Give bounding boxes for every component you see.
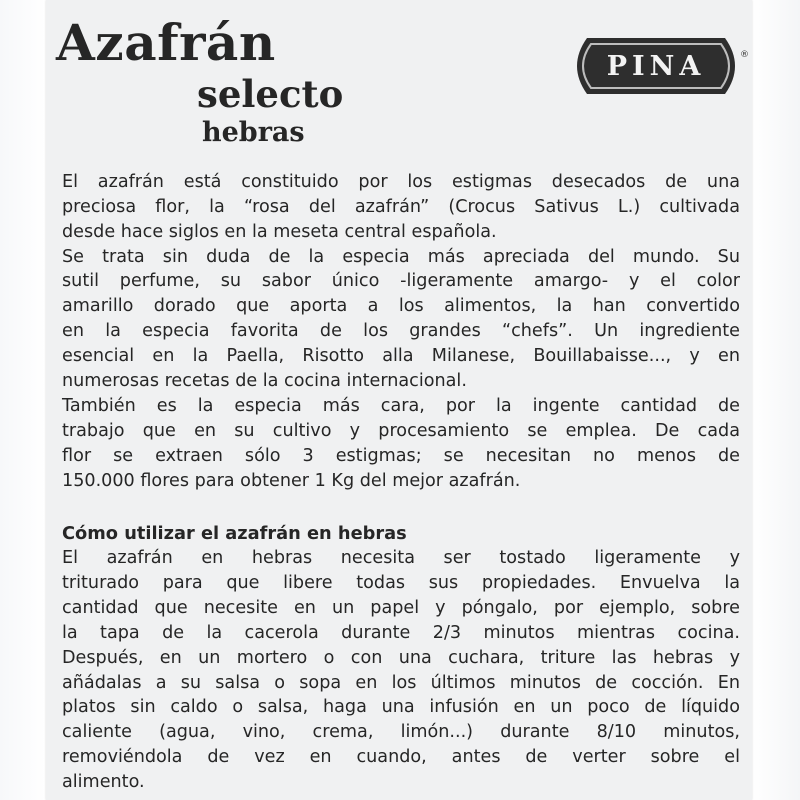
description-paragraph-2 bbox=[62, 245, 740, 394]
text-line: platos sin caldo o salsa, haga una infusión en un poco de líquido bbox=[62, 697, 740, 718]
text-line: amarillo dorado que aporta a los alimentos, la han convertido bbox=[62, 296, 740, 317]
text-line: sutil perfume, su sabor único -ligeramente amargo- y el color bbox=[62, 271, 740, 292]
text-line: preciosa flor, la “rosa del azafrán” (Crocus Sativus L.) cultivada bbox=[62, 196, 740, 217]
brand-logo bbox=[567, 34, 751, 98]
text-line: caliente (agua, vino, crema, limón...) durante 8/10 minutos, bbox=[62, 722, 740, 743]
background-right bbox=[752, 0, 800, 800]
product-title: Azafrán bbox=[56, 13, 276, 72]
text-line: desde hace siglos en la meseta central española. bbox=[62, 221, 497, 242]
background-left bbox=[0, 0, 46, 800]
text-line: Se trata sin duda de la especia más apreciada del mundo. Su bbox=[62, 246, 740, 267]
text-line: trabajo que en su cultivo y procesamiento se emplea. De cada bbox=[62, 420, 740, 441]
text-line: triturado para que libere todas sus propiedades. Envuelva la bbox=[62, 572, 740, 593]
text-line: alimento. bbox=[62, 772, 145, 793]
text-line: removiéndola de vez en cuando, antes de verter sobre el bbox=[62, 747, 740, 768]
description-paragraph-3 bbox=[62, 394, 740, 494]
text-line: El azafrán está constituido por los estigmas desecados de una bbox=[62, 172, 740, 192]
product-variant: hebras bbox=[202, 117, 305, 148]
text-line: numerosas recetas de la cocina internacional. bbox=[62, 371, 467, 392]
text-line: en la especia favorita de los grandes “chefs”. Un ingrediente bbox=[62, 321, 740, 342]
description-paragraph-1 bbox=[62, 170, 740, 245]
text-line: 150.000 flores para obtener 1 Kg del mejor azafrán. bbox=[62, 470, 521, 491]
text-line: flor se extraen sólo 3 estigmas; se necesitan no menos de bbox=[62, 445, 740, 466]
text-line: El azafrán en hebras necesita ser tostado ligeramente y bbox=[62, 548, 740, 568]
text-line: cantidad que necesite en un papel y póngalo, por ejemplo, sobre bbox=[62, 597, 740, 618]
text-line: la tapa de la cacerola durante 2/3 minutos mientras cocina. bbox=[62, 622, 740, 643]
text-line: También es la especia más cara, por la ingente cantidad de bbox=[62, 396, 740, 416]
brand-name: PINA bbox=[606, 50, 706, 82]
usage-paragraph bbox=[62, 546, 740, 795]
text-line: esencial en la Paella, Risotto alla Milanese, Bouillabaisse..., y en bbox=[62, 346, 740, 367]
registered-mark: ® bbox=[740, 50, 749, 60]
text-line: Después, en un mortero o con una cuchara, triture las hebras y bbox=[62, 647, 740, 668]
product-subtitle: selecto bbox=[197, 72, 344, 116]
text-line: añádalas a su salsa o sopa en los últimos minutos de cocción. En bbox=[62, 672, 740, 693]
usage-heading: Cómo utilizar el azafrán en hebras bbox=[62, 523, 407, 544]
